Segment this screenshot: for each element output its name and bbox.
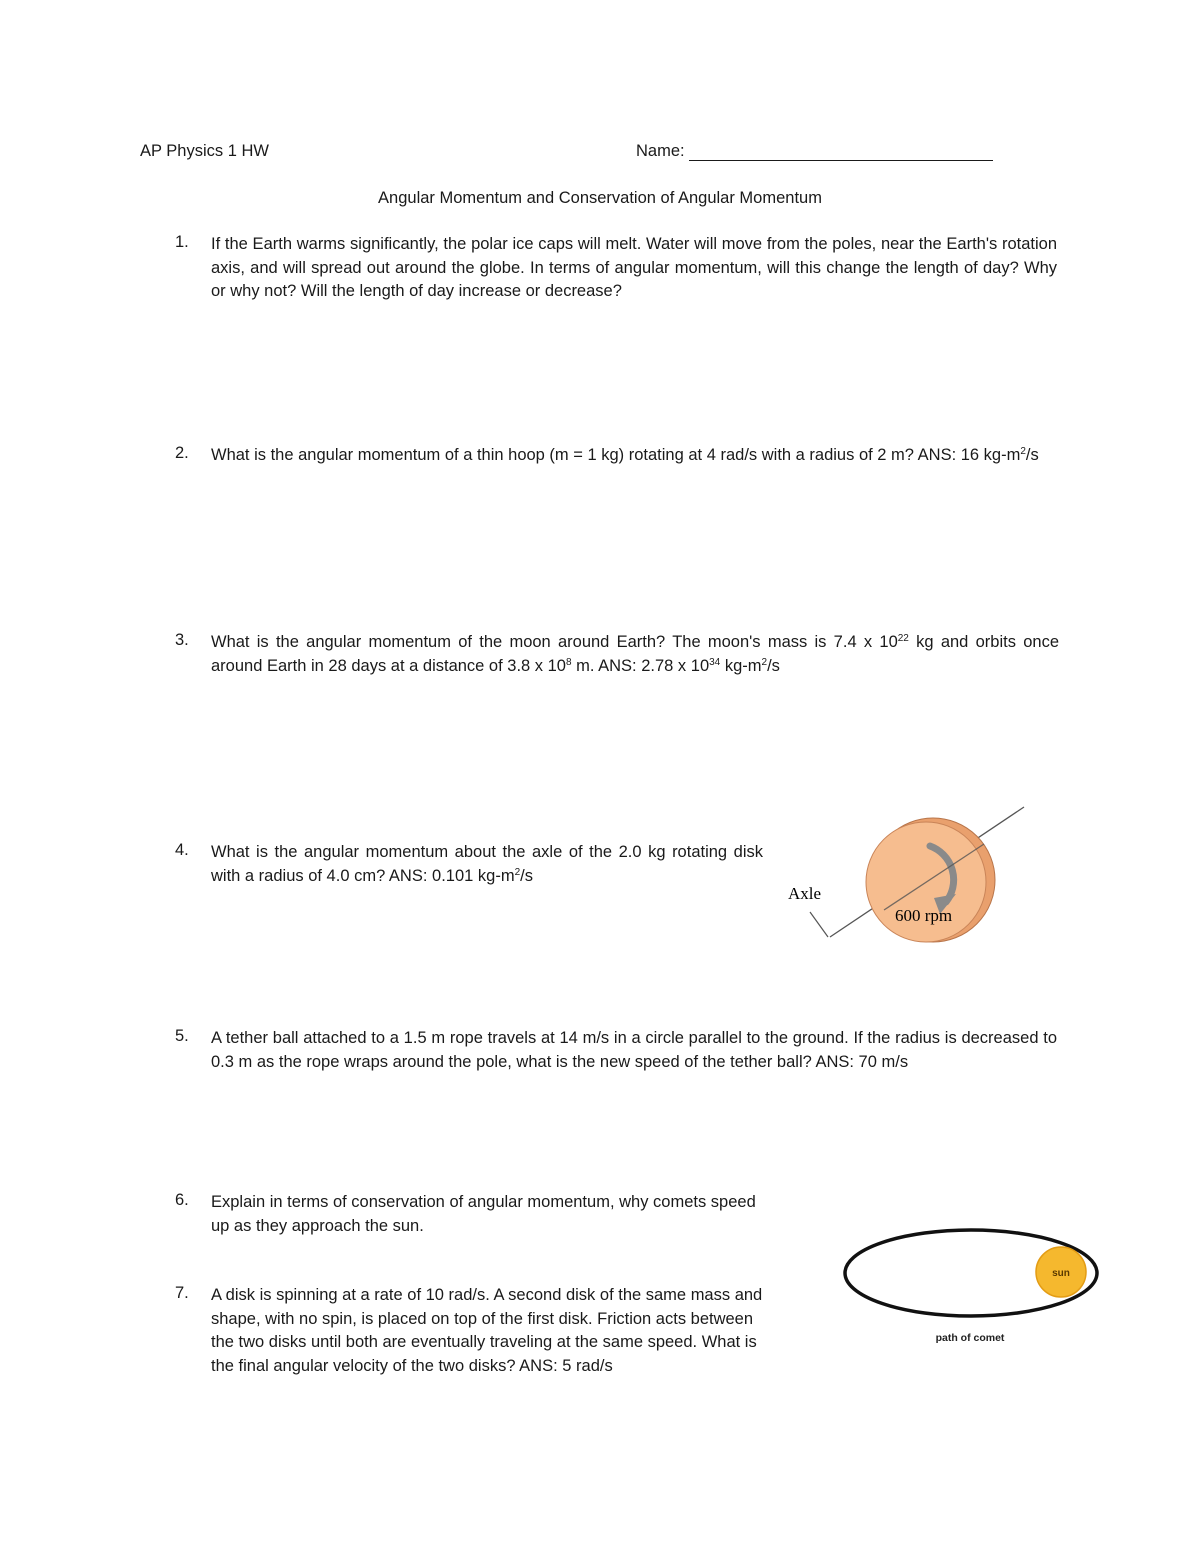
path-of-comet-label: path of comet <box>935 1332 1005 1344</box>
axle-label: Axle <box>788 884 822 903</box>
question-5-number: 5. <box>175 1027 189 1045</box>
question-6-text: Explain in terms of conservation of angular momentum, why comets speed up as they approach the sun. <box>211 1193 756 1235</box>
name-blank-line <box>689 143 993 161</box>
question-3-number: 3. <box>175 631 189 649</box>
question-5-text: A tether ball attached to a 1.5 m rope travels at 14 m/s in a circle parallel to the ground. If the radius is decreased to 0.3 m as the rope wraps around the pole, what is the new speed of the tether ball? ANS: 70 m/s <box>211 1029 1057 1071</box>
question-1-number: 1. <box>175 233 189 251</box>
question-2-text: What is the angular momentum of a thin hoop (m = 1 kg) rotating at 4 rad/s with a radius of 2 m? ANS: 16 $kg-m^2/s$ <box>211 446 1039 464</box>
question-6-number: 6. <box>175 1191 189 1209</box>
question-4-text: What is the angular momentum about the axle of the 2.0 kg rotating disk with a radius of 4.0 cm? ANS: 0.101 $kg-m^2/s$ <box>211 843 763 885</box>
question-1-text: If the Earth warms significantly, the polar ice caps will melt. Water will move from the poles, near the Earth's rotation axis, and will spread out around the globe. In terms of angular momentum, will this change the length of day? Why or why not? Will the length of day increase or decrease? <box>211 235 1057 300</box>
question-7-number: 7. <box>175 1284 189 1302</box>
question-4-number: 4. <box>175 841 189 859</box>
comet-orbit-figure <box>840 1225 1105 1350</box>
name-label: Name: <box>636 142 685 160</box>
sun-label: sun <box>1052 1268 1070 1279</box>
worksheet-title: Angular Momentum and Conservation of Angular Momentum <box>378 189 822 207</box>
question-7-text: A disk is spinning at a rate of 10 rad/s. A second disk of the same mass and shape, with no spin, is placed on top of the first disk. Friction acts between the two disks until both are eventually traveling at the same speed. What is the final angular velocity of the two disks? ANS: 5 rad/s <box>211 1286 763 1375</box>
question-2-number: 2. <box>175 444 189 462</box>
question-3-text: What is the angular momentum of the moon around Earth? The moon's mass is 7.4 x $10^{22}$ kg and orbits once around Earth in 28 days at a distance of 3.8 x $10^8$ m. ANS: 2.78 x $10^{34}$ $kg-m^2/s$ <box>211 633 1059 675</box>
rotating-disk-figure <box>780 800 1040 950</box>
axle-pointer <box>810 912 828 937</box>
course-title: AP Physics 1 HW <box>140 142 269 160</box>
name-field <box>636 142 993 161</box>
disk-speed-label: 600 rpm <box>895 906 953 925</box>
